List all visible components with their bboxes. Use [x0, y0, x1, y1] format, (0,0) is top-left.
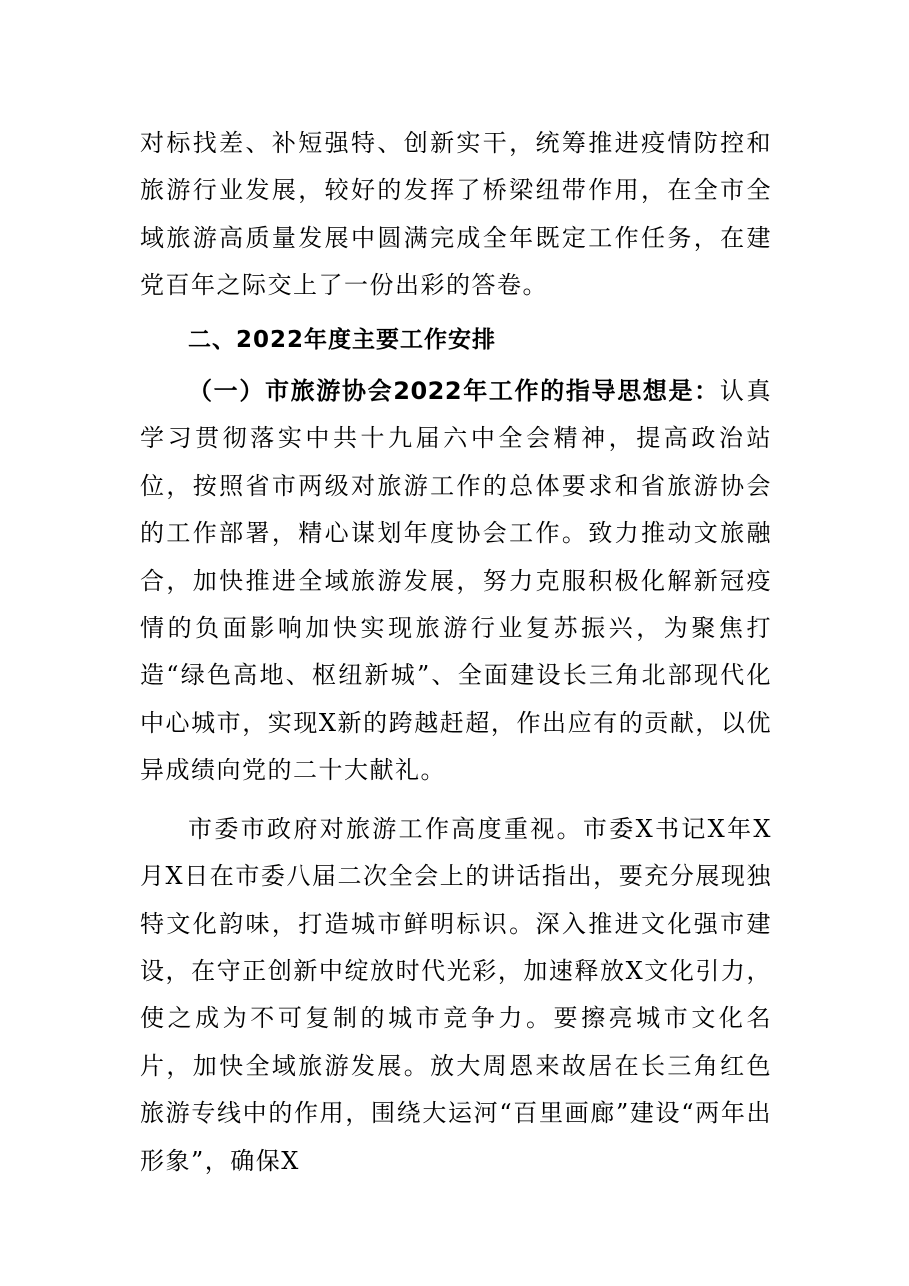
section-heading: 二、2022年度主要工作安排	[188, 326, 497, 353]
paragraph-guiding-ideology	[140, 368, 772, 795]
paragraph-body: 认真学习贯彻落实中共十九届六中全会精神，提高政治站位，按照省市两级对旅游工作的总体要求和省旅游协会的工作部署，精心谋划年度协会工作。致力推动文旅融合，加快推进全域旅游发展，努力克服积极化解新冠疫情的负面影响加快实现旅游行业复苏振兴，为聚焦打造“绿色高地、枢纽新城”、全面建设长三角北部现代化中心城市，实现X新的跨越赶超，作出应有的贡献，以优异成绩向党的二十大献礼。	[140, 377, 773, 785]
spacer	[140, 310, 772, 317]
paragraph-municipal-attention: 市委市政府对旅游工作高度重视。市委X书记X年X月X日在市委八届二次全会上的讲话指出，要充分展现独特文化韵味，打造城市鲜明标识。深入推进文化强市建设，在守正创新中绽放时代光彩，加速释放X文化引力，使之成为不可复制的城市竞争力。要擦亮城市文化名片，加快全域旅游发展。放大周恩来故居在长三角红色旅游专线中的作用，围绕大运河“百里画廊”建设“两年出形象”，确保X	[140, 814, 772, 1175]
document-page	[140, 120, 772, 1185]
spacer	[140, 795, 772, 806]
paragraph-continuation: 对标找差、补短强特、创新实干，统筹推进疫情防控和旅游行业发展，较好的发挥了桥梁纽带作用，在全市全域旅游高质量发展中圆满完成全年既定工作任务，在建党百年之际交上了一份出彩的答卷。	[140, 129, 772, 300]
paragraph-lead-bold: （一）市旅游协会2022年工作的指导思想是：	[188, 377, 720, 406]
